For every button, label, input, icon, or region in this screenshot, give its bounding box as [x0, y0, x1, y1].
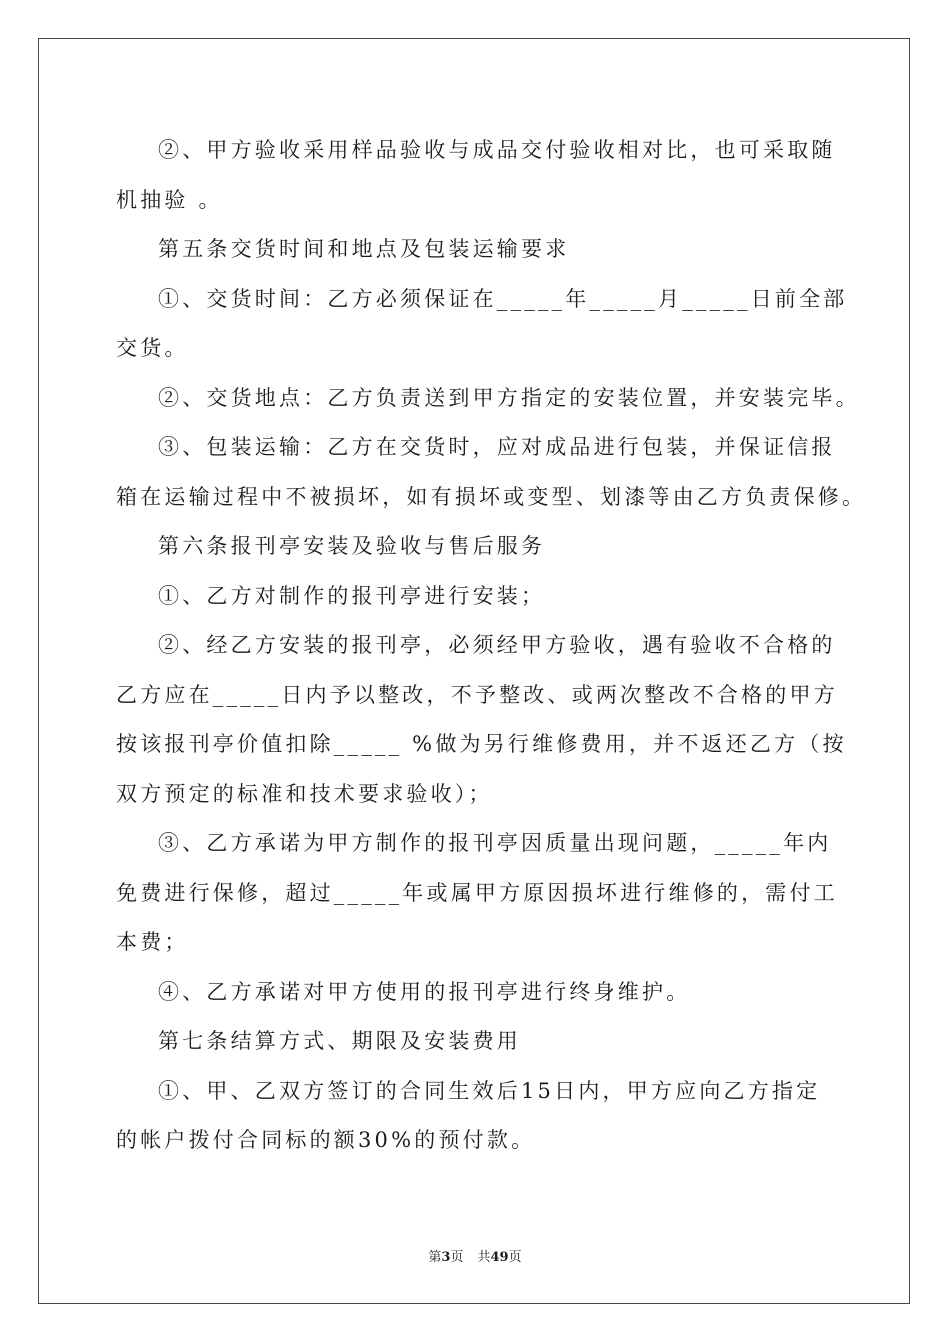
text-line: 双方预定的标准和技术要求验收）； [116, 781, 493, 806]
text-line: ①、甲、乙双方签订的合同生效后15日内，甲方应向乙方指定 [158, 1078, 821, 1103]
paragraph-clause-4-item-2 [116, 126, 836, 225]
total-suffix: 页 [508, 1250, 522, 1265]
text-line: 机抽验 。 [116, 187, 223, 212]
text-line: 乙方应在_____日内予以整改，不予整改、或两次整改不合格的甲方 [116, 682, 838, 707]
page-suffix: 页 [450, 1250, 464, 1265]
text-line: 交货。 [116, 336, 189, 360]
paragraph-clause-6-item-3 [116, 819, 836, 968]
text-line: 第六条报刊亭安装及验收与售后服务 [158, 534, 546, 558]
section-heading-clause-7 [116, 1017, 836, 1067]
total-prefix: 共 [477, 1250, 491, 1265]
text-line: 本费； [116, 930, 189, 954]
text-line: 按该报刊亭价值扣除_____ %做为另行维修费用，并不返还乙方（按 [116, 732, 847, 756]
text-line: ③、乙方承诺为甲方制作的报刊亭因质量出现问题，_____年内 [158, 831, 832, 855]
text-line: ④、乙方承诺对甲方使用的报刊亭进行终身维护。 [158, 979, 691, 1004]
paragraph-clause-5-item-2 [116, 374, 860, 424]
page-number: 3 [441, 1250, 451, 1265]
text-line: ③、包装运输：乙方在交货时，应对成品进行包装，并保证信报 [158, 435, 836, 459]
text-line: 的帐户拨付合同标的额30%的预付款。 [116, 1128, 536, 1152]
section-heading-clause-5 [116, 225, 836, 275]
text-line: 第七条结算方式、期限及安装费用 [158, 1029, 521, 1053]
document-body [116, 126, 867, 1166]
text-line: ②、交货地点：乙方负责送到甲方指定的安装位置，并安装完毕。 [158, 385, 860, 410]
text-line: ②、甲方验收采用样品验收与成品交付验收相对比，也可采取随 [158, 138, 836, 162]
text-line: ①、乙方对制作的报刊亭进行安装； [158, 583, 546, 608]
paragraph-clause-6-item-1 [116, 572, 836, 622]
text-line: ①、交货时间：乙方必须保证在_____年_____月_____日前全部 [158, 286, 848, 311]
total-pages: 49 [490, 1250, 509, 1265]
text-line: 第五条交货时间和地点及包装运输要求 [158, 237, 570, 261]
page-prefix: 第 [428, 1250, 442, 1265]
paragraph-clause-5-item-3 [116, 423, 867, 522]
page-footer [0, 1246, 950, 1265]
paragraph-clause-7-item-1 [116, 1067, 836, 1166]
text-line: 免费进行保修，超过_____年或属甲方原因损坏进行维修的，需付工 [116, 880, 838, 905]
text-line: 箱在运输过程中不被损坏，如有损坏或变型、划漆等由乙方负责保修。 [116, 484, 867, 509]
paragraph-clause-5-item-1 [116, 275, 848, 374]
paragraph-clause-6-item-4 [116, 968, 836, 1018]
paragraph-clause-6-item-2 [116, 621, 847, 819]
section-heading-clause-6 [116, 522, 836, 572]
text-line: ②、经乙方安装的报刊亭，必须经甲方验收，遇有验收不合格的 [158, 633, 836, 657]
